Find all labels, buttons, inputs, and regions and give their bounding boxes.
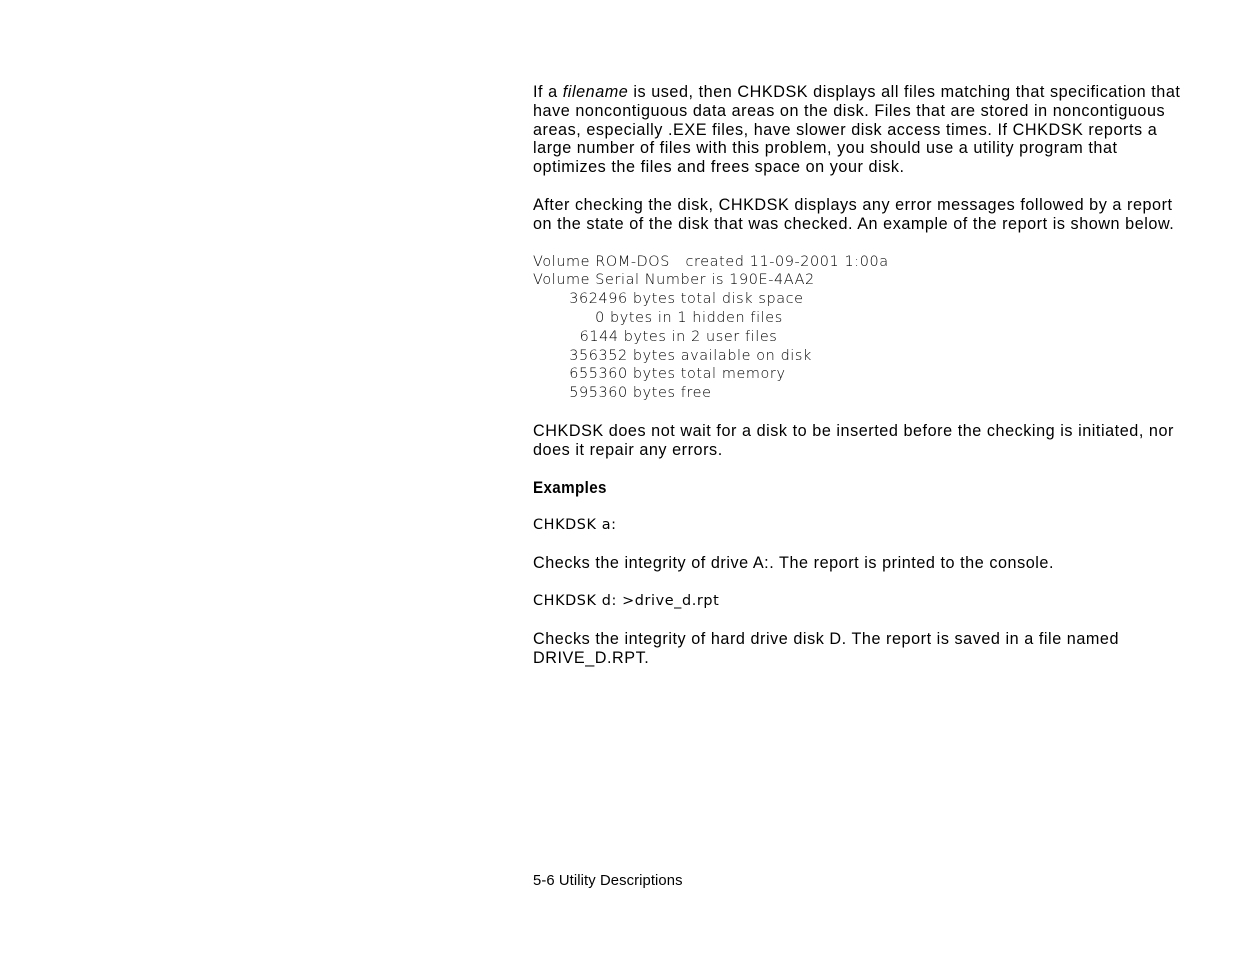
filename-paragraph-rest: is used, then CHKDSK displays all files matching that specification that have noncontiguous data areas on the disk. Files that are stored in noncontiguous areas, especially .EXE files, have slower disk access times. If CHKDSK reports a large number of files with this problem, you should use a utility program that optimizes the files and frees space on your disk. — [533, 83, 1181, 177]
report-intro-paragraph: After checking the disk, CHKDSK displays any error messages followed by a report on the state of the disk that was checked. An example of the report is shown below. — [533, 195, 1175, 233]
filename-term: filename — [562, 83, 629, 101]
page-footer: 5-6 Utility Descriptions — [533, 873, 683, 889]
report-line-total-space: 362496 bytes total disk space — [533, 291, 804, 308]
report-line-serial: Volume Serial Number is 190E-4AA2 — [533, 272, 815, 289]
filename-paragraph-prefix: If a — [533, 83, 563, 101]
report-line-volume: Volume ROM-DOS created 11-09-2001 1:00a — [533, 253, 889, 270]
examples-heading: Examples — [533, 478, 607, 497]
report-line-total-memory: 655360 bytes total memory — [533, 366, 786, 383]
report-line-user-files: 6144 bytes in 2 user files — [533, 328, 778, 345]
example-description-2: Checks the integrity of hard drive disk D. The report is saved in a file named DRIVE_D.RPT. — [533, 629, 1120, 667]
report-line-free: 595360 bytes free — [533, 385, 712, 402]
page-content — [533, 83, 1183, 667]
example-command-2: CHKDSK d: >drive_d.rpt — [533, 592, 720, 609]
example-command-1: CHKDSK a: — [533, 517, 617, 534]
report-line-available: 356352 bytes available on disk — [533, 347, 812, 364]
filename-paragraph — [533, 83, 1183, 177]
report-line-hidden-files: 0 bytes in 1 hidden files — [533, 309, 783, 326]
example-description-1: Checks the integrity of drive A:. The report is printed to the console. — [533, 554, 1055, 573]
no-wait-paragraph: CHKDSK does not wait for a disk to be inserted before the checking is initiated, nor does it repair any errors. — [533, 421, 1174, 459]
sample-report — [533, 253, 1183, 403]
